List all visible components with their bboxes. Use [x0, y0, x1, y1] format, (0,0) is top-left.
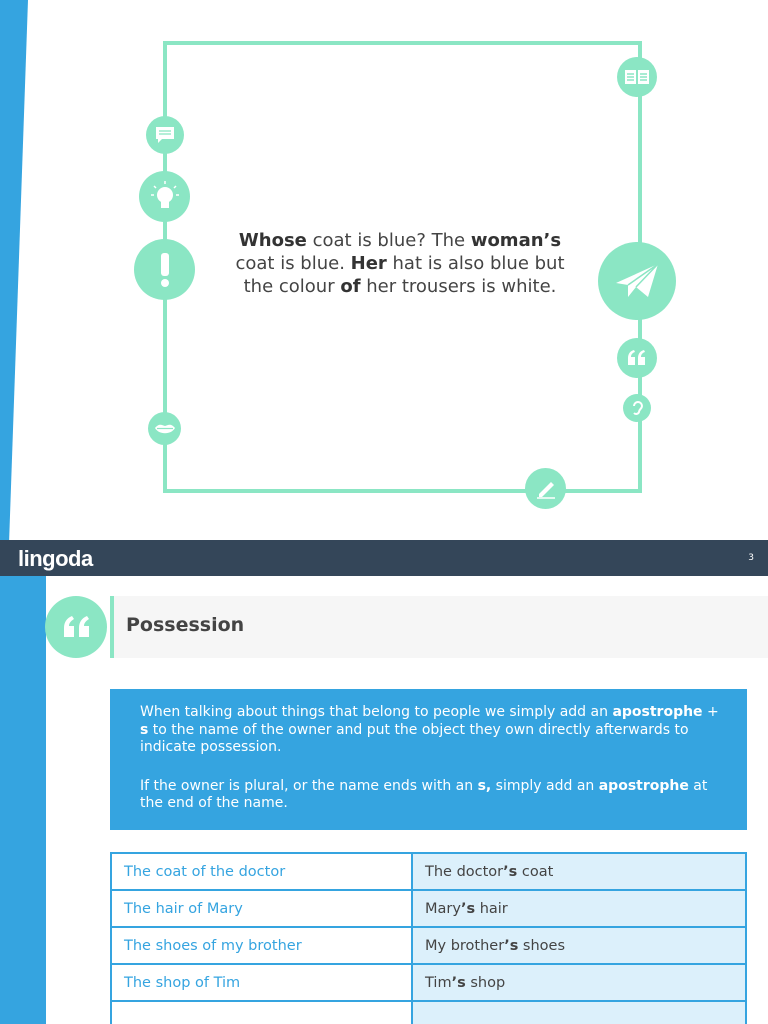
example-sentence: Whose coat is blue? The woman’s coat is blue. Her hat is also blue but the colour of her trousers is white.	[235, 230, 565, 297]
table-cell-possessive	[412, 1001, 746, 1024]
book-icon	[617, 57, 657, 97]
footer-bar	[0, 540, 768, 576]
page-title: Possession	[126, 614, 245, 636]
slide-bottom	[0, 576, 768, 1024]
table-cell-phrase: The shop of Tim	[111, 964, 412, 1001]
decorative-stripe	[0, 576, 46, 1024]
table-cell-possessive: The doctor’s coat	[412, 853, 746, 890]
explanation-paragraph: When talking about things that belong to people we simply add an apostrophe + s to the name of the owner and put the object they own directly afterwards to indicate possession.	[140, 704, 719, 755]
table-cell-phrase	[111, 1001, 412, 1024]
table-row	[111, 927, 746, 964]
table-row	[111, 853, 746, 890]
decorative-stripe	[0, 0, 48, 540]
explanation-box	[110, 689, 747, 830]
table-cell-possessive: Mary’s hair	[412, 890, 746, 927]
possession-table	[110, 852, 747, 1024]
chat-icon	[146, 116, 184, 154]
lightbulb-icon	[139, 171, 190, 222]
lips-icon	[148, 412, 181, 445]
quote-icon	[45, 596, 107, 658]
lingoda-logo: lingoda	[18, 546, 93, 571]
table-row	[111, 890, 746, 927]
table-cell-possessive: My brother’s shoes	[412, 927, 746, 964]
pencil-icon	[525, 468, 566, 509]
table-cell-phrase: The shoes of my brother	[111, 927, 412, 964]
table-cell-possessive: Tim’s shop	[412, 964, 746, 1001]
table-cell-phrase: The coat of the doctor	[111, 853, 412, 890]
page-number: 3	[748, 553, 754, 563]
ear-icon	[623, 394, 651, 422]
table-row	[111, 964, 746, 1001]
quote-icon	[617, 338, 657, 378]
paper-plane-icon	[598, 242, 676, 320]
table-row	[111, 1001, 746, 1024]
exclamation-icon	[134, 239, 195, 300]
table-cell-phrase: The hair of Mary	[111, 890, 412, 927]
explanation-paragraph: If the owner is plural, or the name ends with an s, simply add an apostrophe at the end of the name.	[140, 777, 708, 811]
